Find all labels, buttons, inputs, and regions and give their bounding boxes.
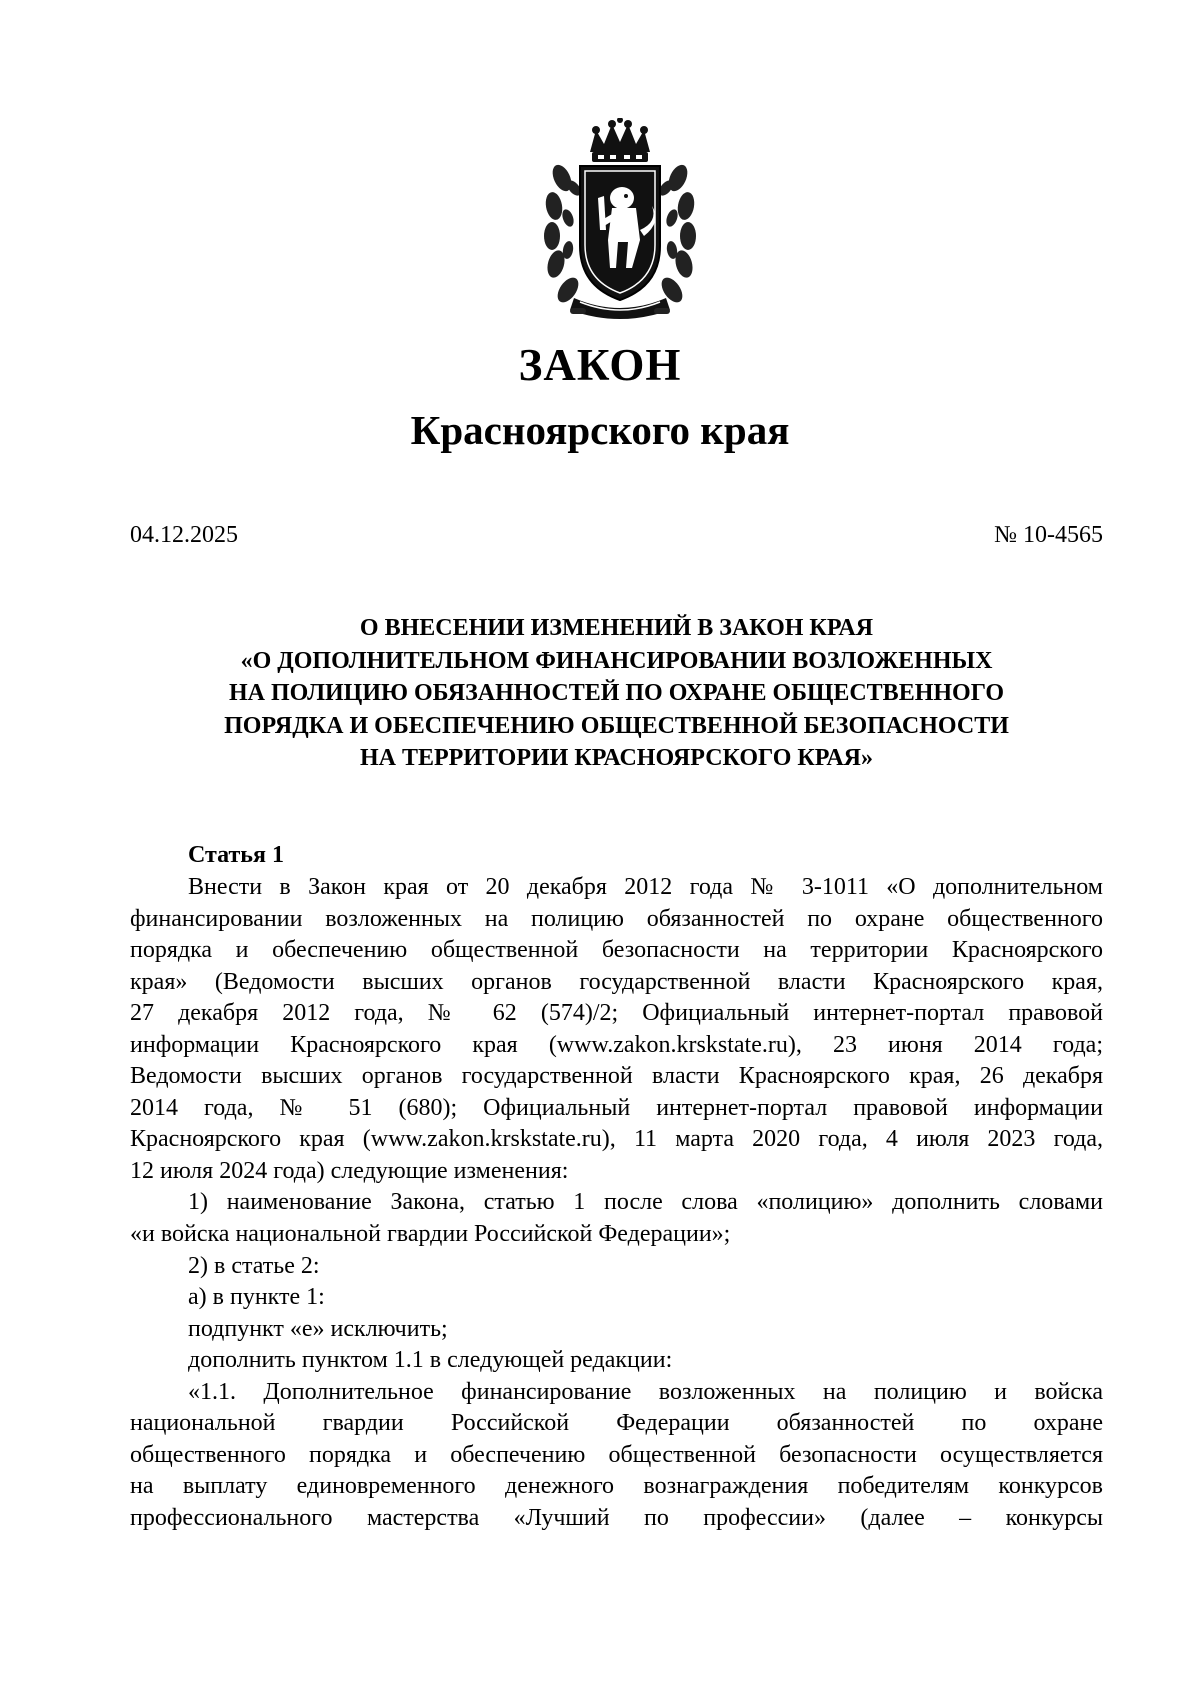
text-line: а) в пункте 1: — [188, 1284, 325, 1311]
text-line: Ведомости высших органов государственной власти Красноярского края, 26 декабря — [130, 1063, 1103, 1090]
text-line: общественного порядка и обеспечению общественной безопасности осуществляется — [130, 1441, 1103, 1468]
article-title: Статья 1 — [188, 842, 284, 868]
law-heading — [130, 612, 1103, 775]
heading-line: ПОРЯДКА И ОБЕСПЕЧЕНИЮ ОБЩЕСТВЕННОЙ БЕЗОПАСНОСТИ — [224, 712, 1009, 739]
text-line: национальной гвардии Российской Федерации обязанностей по охране — [130, 1410, 1103, 1437]
document-date: 04.12.2025 — [130, 522, 238, 548]
text-line: дополнить пунктом 1.1 в следующей редакции: — [188, 1347, 673, 1374]
text-line: 1) наименование Закона, статью 1 после слова «полицию» дополнить словами — [188, 1189, 1103, 1216]
text-line: 2014 года, № 51 (680); Официальный интернет-портал правовой информации — [130, 1094, 1103, 1121]
text-line: «и войска национальной гвардии Российской Федерации»; — [130, 1221, 731, 1248]
document-title: ЗАКОН — [518, 340, 682, 390]
text-line: края» (Ведомости высших органов государственной власти Красноярского края, — [130, 968, 1103, 995]
text-line: информации Красноярского края (www.zakon.krskstate.ru), 23 июня 2014 года; — [130, 1031, 1103, 1058]
heading-line: НА ТЕРРИТОРИИ КРАСНОЯРСКОГО КРАЯ» — [359, 745, 874, 771]
text-line: подпункт «е» исключить; — [188, 1315, 448, 1342]
text-line: 2) в статье 2: — [188, 1252, 320, 1279]
article-body — [130, 872, 1103, 1534]
document-number: № 10-4565 — [994, 522, 1103, 548]
text-line: Внести в Закон края от 20 декабря 2012 года № 3-1011 «О дополнительном — [188, 874, 1103, 900]
coat-of-arms-icon — [540, 118, 700, 322]
text-line: 12 июля 2024 года) следующие изменения: — [130, 1157, 569, 1184]
text-line: на выплату единовременного денежного вознаграждения победителям конкурсов — [130, 1473, 1103, 1500]
heading-line: О ВНЕСЕНИИ ИЗМЕНЕНИЙ В ЗАКОН КРАЯ — [359, 615, 874, 641]
text-line: профессионального мастерства «Лучший по профессии» (далее – конкурсы — [130, 1504, 1103, 1531]
text-line: Красноярского края (www.zakon.krskstate.ru), 11 марта 2020 года, 4 июля 2023 года, — [130, 1126, 1103, 1153]
text-line: финансировании возложенных на полицию обязанностей по охране общественного — [130, 905, 1103, 932]
text-line: порядка и обеспечению общественной безопасности на территории Красноярского — [130, 937, 1103, 964]
text-line: 27 декабря 2012 года, № 62 (574)/2; Официальный интернет-портал правовой — [130, 1000, 1103, 1027]
text-line: «1.1. Дополнительное финансирование возложенных на полицию и войска — [188, 1378, 1103, 1405]
heading-line: НА ПОЛИЦИЮ ОБЯЗАННОСТЕЙ ПО ОХРАНЕ ОБЩЕСТВЕННОГО — [228, 680, 1005, 706]
heading-line: «О ДОПОЛНИТЕЛЬНОМ ФИНАНСИРОВАНИИ ВОЗЛОЖЕННЫХ — [240, 647, 993, 674]
document-subtitle: Красноярского края — [410, 407, 790, 453]
